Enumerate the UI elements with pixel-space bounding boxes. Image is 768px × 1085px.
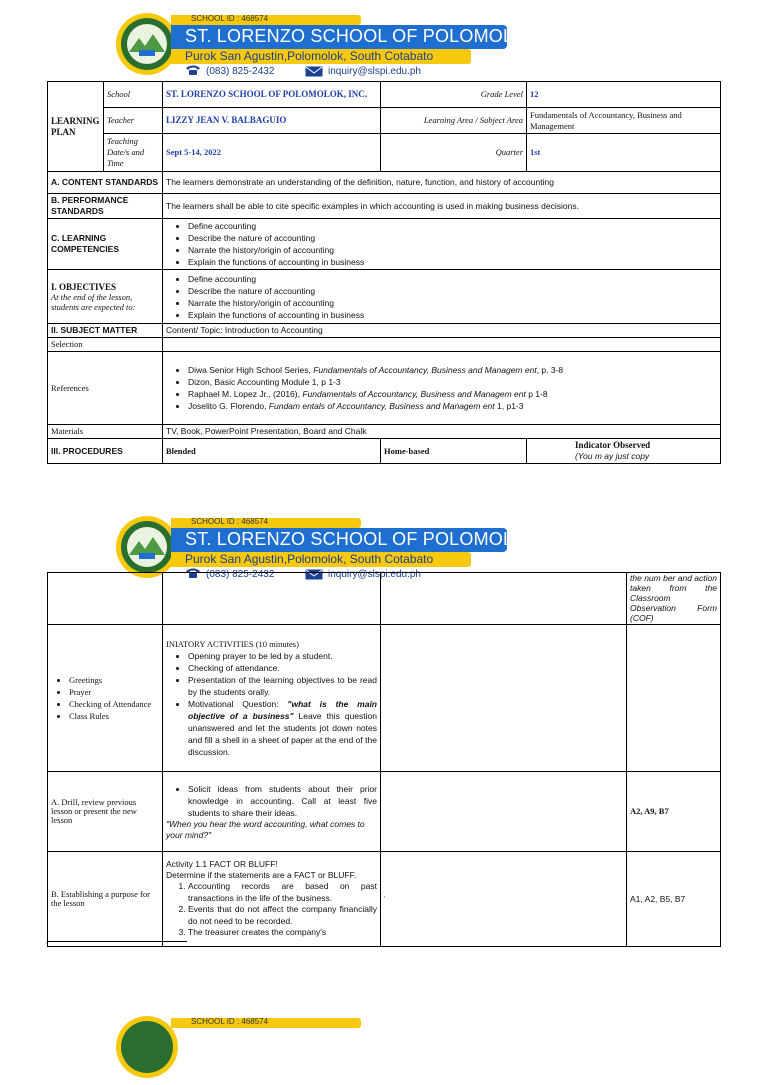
small-mark: ' bbox=[384, 896, 386, 903]
empty-cell bbox=[381, 772, 627, 852]
teaching-dates-label: Teaching Date/s and Time bbox=[104, 134, 163, 172]
school-id-band bbox=[171, 15, 361, 25]
subject-matter-label: II. SUBJECT MATTER bbox=[48, 324, 163, 338]
purpose-label: B. Establishing a purpose for the lesson bbox=[48, 852, 163, 947]
ref-pages: p 1-8 bbox=[525, 389, 548, 399]
teacher-label: Teacher bbox=[104, 108, 163, 134]
email-address: inquiry@slspi.edu.ph bbox=[328, 66, 421, 77]
ref-title: Fundamentals of Accountancy, Business and Managem ent bbox=[302, 389, 526, 399]
school-seal-icon bbox=[115, 1015, 179, 1079]
learning-area-label: Learning Area / Subject Area bbox=[381, 108, 527, 134]
list-item: • Class Rules bbox=[69, 710, 159, 722]
empty-cell bbox=[381, 573, 627, 625]
objectives-cell bbox=[163, 270, 721, 324]
list-item bbox=[188, 400, 717, 412]
list-item bbox=[188, 364, 717, 376]
drill-list bbox=[166, 783, 377, 819]
activity-list bbox=[166, 881, 377, 939]
address-band bbox=[171, 49, 471, 64]
email-address: inquiry@slspi.edu.ph bbox=[328, 569, 421, 580]
list-item: • Define accounting bbox=[188, 273, 717, 285]
phone-number: (083) 825-2432 bbox=[206, 66, 275, 77]
teaching-dates-value: Sept 5-14, 2022 bbox=[163, 134, 381, 172]
footnote-divider bbox=[48, 941, 187, 942]
school-id-band bbox=[171, 1018, 361, 1028]
list-item: • Narrate the history/origin of accounting bbox=[188, 297, 717, 309]
ref-text: Diwa Senior High School Series, bbox=[188, 365, 314, 375]
email-icon bbox=[305, 66, 323, 77]
list-item: • Describe the nature of accounting bbox=[188, 285, 717, 297]
activity-cell bbox=[163, 852, 381, 947]
school-seal-icon bbox=[115, 12, 179, 76]
routine-cell bbox=[48, 625, 163, 772]
selection-label: Selection bbox=[48, 338, 163, 352]
references-label: References bbox=[48, 352, 163, 425]
drill-label: A. Drill, review previous lesson or present the new lesson bbox=[48, 772, 163, 852]
indicator-header bbox=[527, 439, 721, 464]
list-item: • Describe the nature of accounting bbox=[188, 232, 717, 244]
procedures-table bbox=[47, 572, 721, 947]
list-item: • Solicit ideas from students about their prior knowledge in accounting. Call at least five students to share their ideas. bbox=[188, 783, 377, 819]
motivational-instruction: Leave this question unanswered and let the students jot down notes and fill a shell in a sheet of paper at the end of the discussion. bbox=[188, 710, 378, 757]
home-based-cell bbox=[381, 852, 627, 947]
school-name-band bbox=[171, 528, 587, 552]
school-address: Purok San Agustin,Polomolok, South Cotabato bbox=[185, 552, 434, 566]
learning-plan-label: LEARNING PLAN bbox=[48, 82, 104, 172]
purpose-indicators: A1, A2, B5, B7 bbox=[627, 852, 721, 947]
activity-instructions: Determine if the statements are a FACT or BLUFF. bbox=[166, 870, 357, 881]
school-name: ST. LORENZO SCHOOL OF POLOMOLOK, INC. bbox=[185, 26, 587, 46]
school-name: ST. LORENZO SCHOOL OF POLOMOLOK, INC. bbox=[185, 529, 587, 549]
performance-standards-label: B. PERFORMANCE STANDARDS bbox=[48, 194, 163, 219]
letterhead bbox=[115, 1015, 635, 1085]
letterhead bbox=[115, 12, 635, 82]
drill-indicators: A2, A9, B7 bbox=[627, 772, 721, 852]
competencies-list bbox=[166, 220, 717, 268]
school-id-band bbox=[171, 518, 361, 528]
school-id: SCHOOL ID : 468574 bbox=[191, 1017, 269, 1026]
quarter-value: 1st bbox=[527, 134, 721, 172]
routine-list bbox=[51, 674, 159, 722]
drill-cell bbox=[163, 772, 381, 852]
materials-label: Materials bbox=[48, 425, 163, 439]
references-cell bbox=[163, 352, 721, 425]
teacher-value: LIZZY JEAN V. BALBAGUIO bbox=[163, 108, 381, 134]
ref-text: Dizon, Basic Accounting Module 1, p 1-3 bbox=[188, 377, 341, 387]
ref-pages: , p. 3-8 bbox=[536, 365, 564, 375]
list-item: • Greetings bbox=[69, 674, 159, 686]
indicator-note-continued: the num ber and action taken from the Classroom Observation Form (COF) bbox=[627, 573, 721, 625]
ref-text: Joselito G. Florendo, bbox=[188, 401, 269, 411]
empty-cell bbox=[627, 625, 721, 772]
empty-cell bbox=[163, 573, 381, 625]
school-seal-icon bbox=[115, 515, 179, 579]
list-item: • Presentation of the learning objectives to be read by the students orally. bbox=[188, 674, 377, 698]
initiatory-activities-cell bbox=[163, 625, 381, 772]
initiatory-list bbox=[166, 650, 377, 758]
ref-title: Fundam entals of Accountancy, Business and Managem ent bbox=[268, 401, 495, 411]
address-band bbox=[171, 552, 471, 567]
home-based-header: Home-based bbox=[381, 439, 527, 464]
objectives-label: I. OBJECTIVES bbox=[51, 281, 117, 292]
motivational-question: "what is the main objective of a business" bbox=[188, 698, 378, 721]
initiatory-title: INIATORY ACTIVITIES (10 minutes) bbox=[166, 638, 299, 649]
list-item: • Explain the functions of accounting in business bbox=[188, 309, 717, 321]
activity-title: Activity 1.1 FACT OR BLUFF! bbox=[166, 859, 278, 870]
school-id: SCHOOL ID : 468574 bbox=[191, 14, 269, 23]
procedures-label: III. PROCEDURES bbox=[48, 439, 163, 464]
list-item bbox=[188, 388, 717, 400]
objectives-list bbox=[166, 273, 717, 321]
grade-level-label: Grade Level bbox=[381, 82, 527, 108]
school-address: Purok San Agustin,Polomolok, South Cotabato bbox=[185, 49, 434, 63]
list-item: • Checking of attendance. bbox=[188, 662, 377, 674]
indicator-label: Indicator Observed bbox=[575, 440, 651, 450]
school-value: ST. LORENZO SCHOOL OF POLOMOLOK, INC. bbox=[163, 82, 381, 108]
list-item: 1. Accounting records are based on past transactions in the life of the business. bbox=[188, 881, 377, 904]
grade-level-value: 12 bbox=[527, 82, 721, 108]
learning-competencies-cell bbox=[163, 219, 721, 270]
list-item: • Checking of Attendance bbox=[69, 698, 159, 710]
phone-icon bbox=[185, 64, 201, 76]
content-standards-value: The learners demonstrate an understanding of the definition, nature, function, and history of accounting bbox=[163, 172, 721, 194]
footnote-mark: ' bbox=[46, 943, 48, 949]
list-item: 3. The treasurer creates the company's bbox=[188, 927, 377, 939]
motivational-label: Motivational Question: bbox=[188, 698, 288, 709]
performance-standards-value: The learners shall be able to cite specific examples in which accounting is used in making business decisions. bbox=[163, 194, 721, 219]
phone-number: (083) 825-2432 bbox=[206, 569, 275, 580]
list-item: • Define accounting bbox=[188, 220, 717, 232]
objectives-label-cell bbox=[48, 270, 163, 324]
list-item: • Narrate the history/origin of accounting bbox=[188, 244, 717, 256]
indicator-note: (You m ay just copy bbox=[575, 451, 650, 461]
empty-cell bbox=[48, 573, 163, 625]
list-item: • Explain the functions of accounting in business bbox=[188, 256, 717, 268]
learning-plan-table bbox=[47, 81, 721, 464]
school-name-band bbox=[171, 25, 587, 49]
ref-title: Fundamentals of Accountancy, Business and Managem ent bbox=[313, 365, 537, 375]
content-standards-label: A. CONTENT STANDARDS bbox=[48, 172, 163, 194]
drill-question: "When you hear the word accounting, what comes to your mind?" bbox=[166, 818, 365, 840]
blended-header: Blended bbox=[163, 439, 381, 464]
quarter-label: Quarter bbox=[381, 134, 527, 172]
list-item: • Prayer bbox=[69, 686, 159, 698]
list-item bbox=[188, 376, 717, 388]
list-item: 2. Events that do not affect the company financially do not need to be recorded. bbox=[188, 904, 377, 927]
subject-matter-value: Content/ Topic: Introduction to Accounting bbox=[163, 324, 721, 338]
ref-text: Raphael M. Lopez Jr., (2016), bbox=[188, 389, 303, 399]
materials-value: TV, Book, PowerPoint Presentation, Board and Chalk bbox=[163, 425, 721, 439]
list-item: • Opening prayer to be led by a student. bbox=[188, 650, 377, 662]
ref-pages: 1, p1-3 bbox=[494, 401, 524, 411]
learning-area-value: Fundamentals of Accountancy, Business and Management bbox=[527, 108, 721, 134]
learning-competencies-label: C. LEARNING COMPETENCIES bbox=[48, 219, 163, 270]
objectives-subtitle: At the end of the lesson, students are expected to: bbox=[51, 291, 136, 312]
list-item bbox=[188, 698, 377, 758]
references-list bbox=[166, 364, 717, 412]
school-label: School bbox=[104, 82, 163, 108]
selection-value bbox=[163, 338, 721, 352]
empty-cell bbox=[381, 625, 627, 772]
school-id: SCHOOL ID : 468574 bbox=[191, 517, 269, 526]
